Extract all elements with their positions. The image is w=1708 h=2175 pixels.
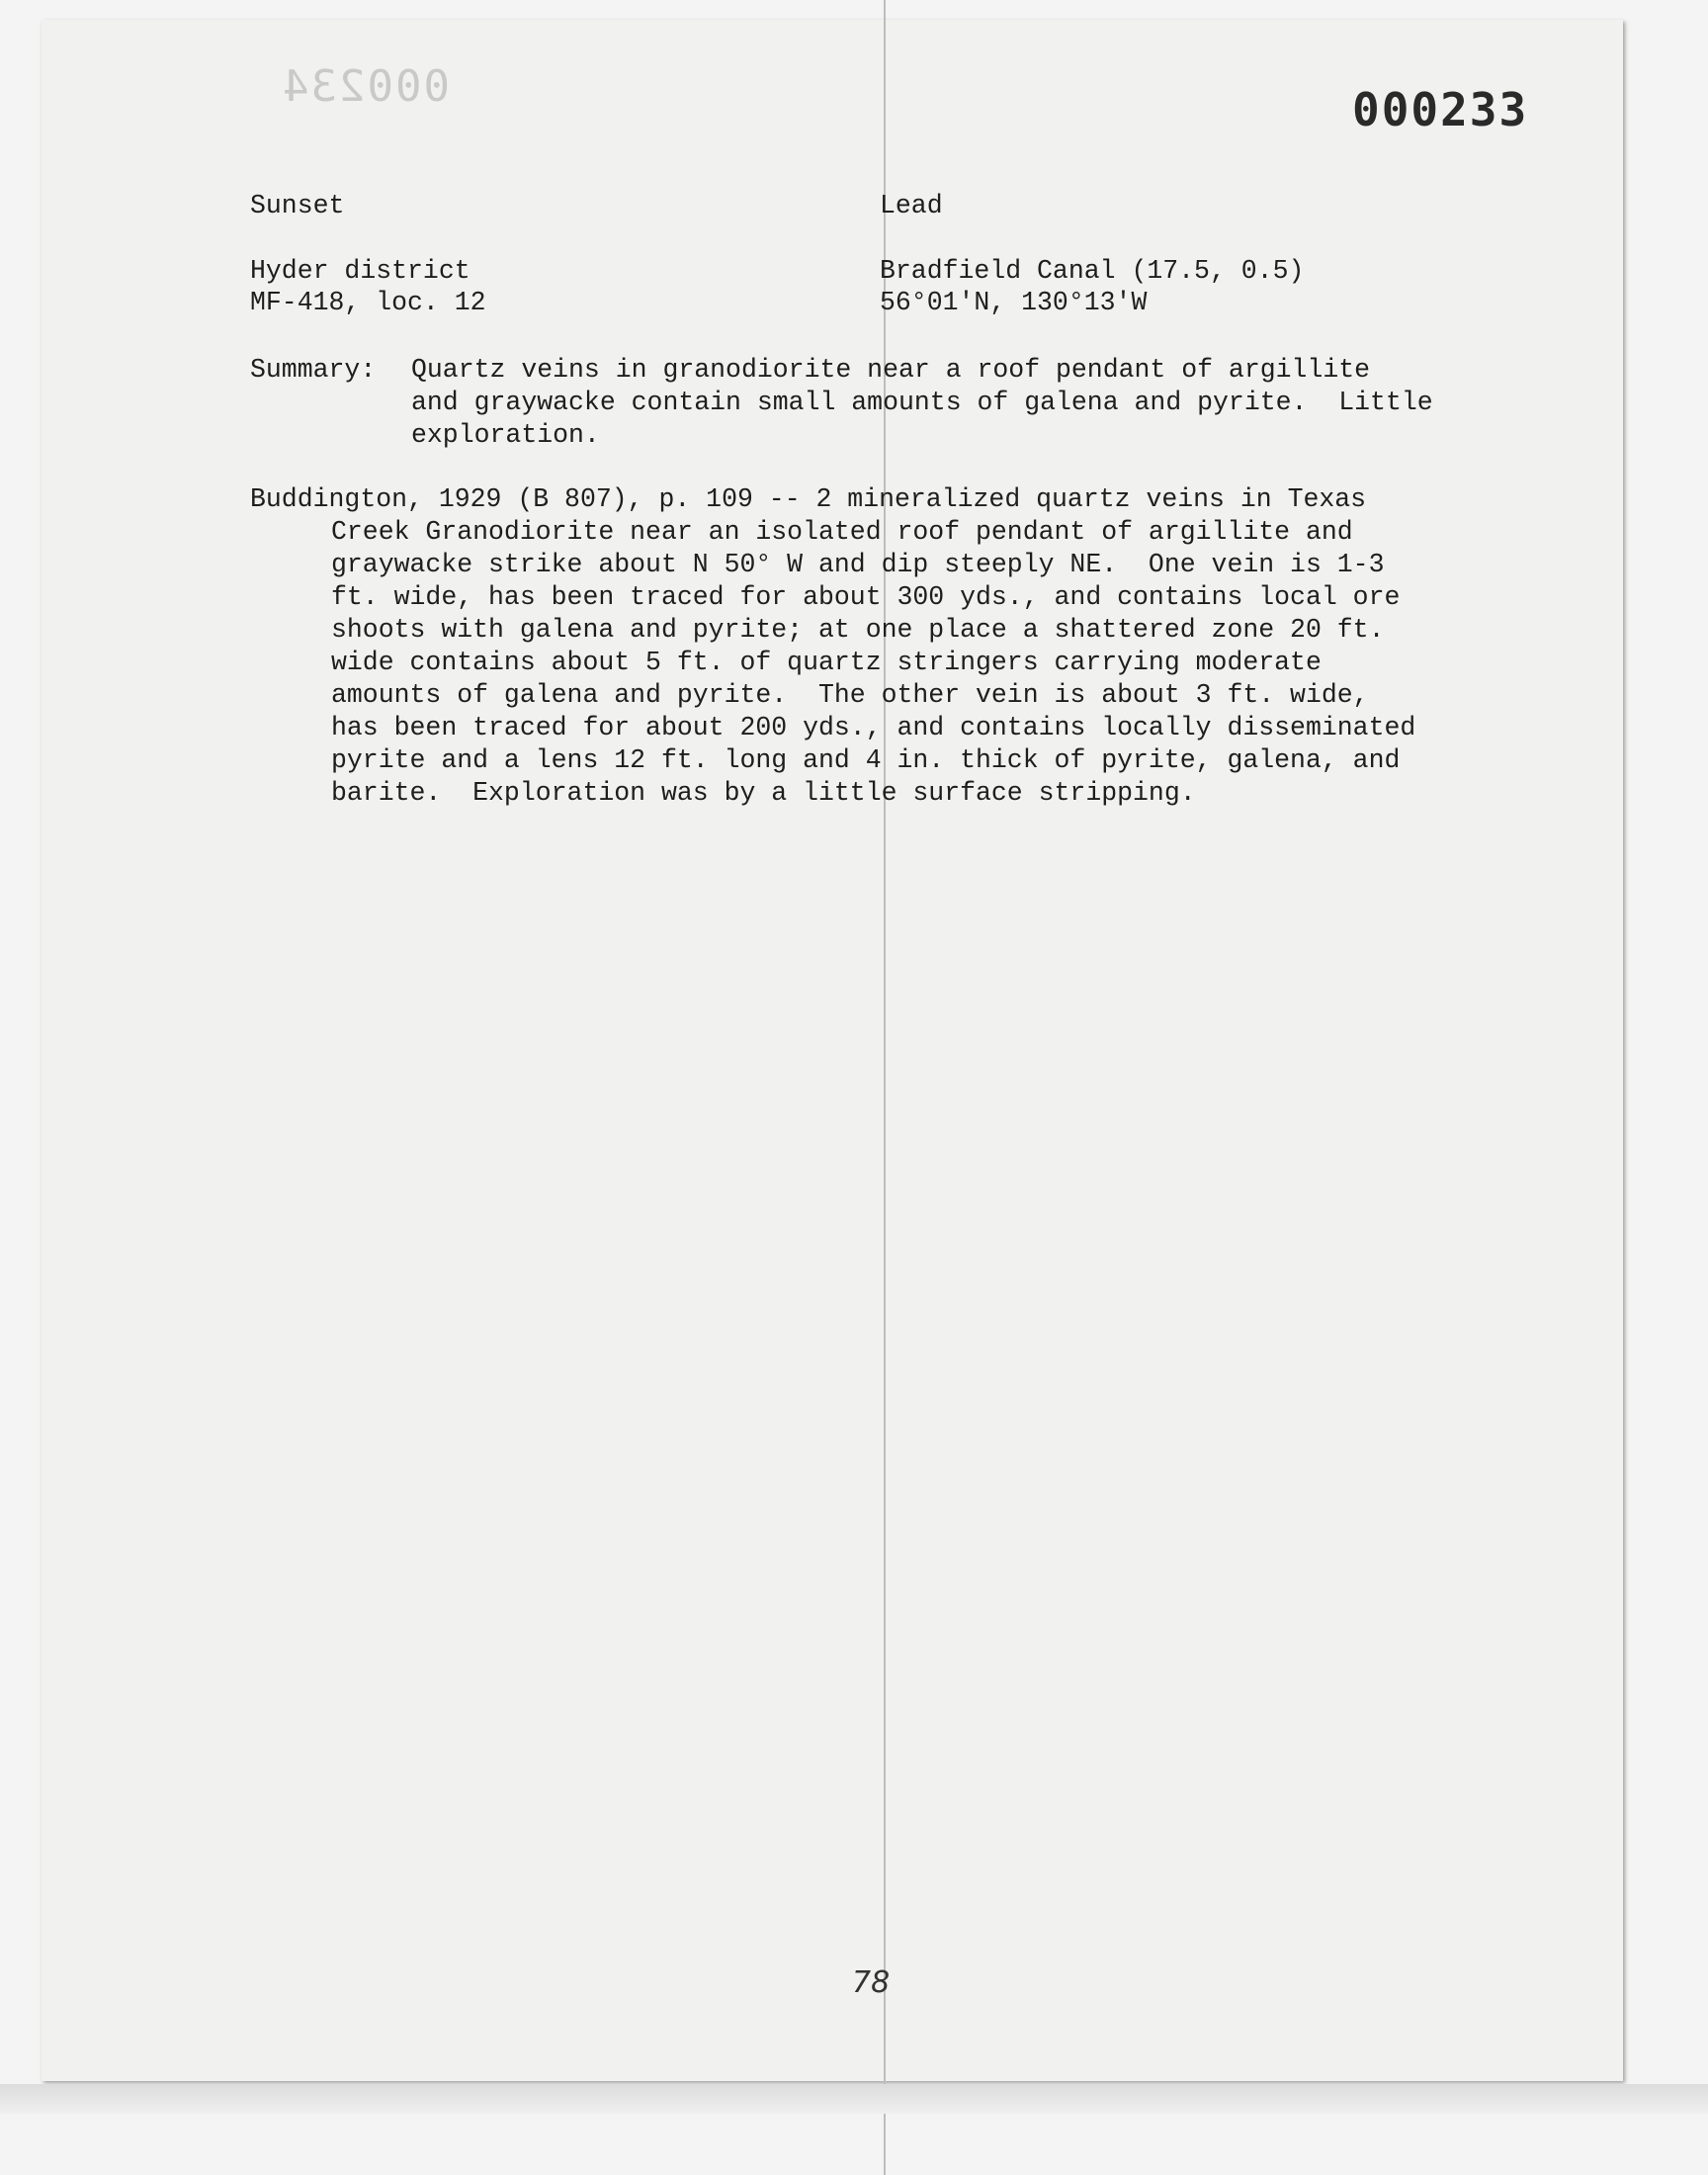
summary-line: Quartz veins in granodiorite near a roof pendant of argillite bbox=[411, 355, 1371, 385]
reference-line: ft. wide, has been traced for about 300 yds., and contains local ore bbox=[331, 582, 1401, 612]
bleed-through-number: 000234 bbox=[281, 61, 450, 112]
district: Hyder district bbox=[250, 256, 470, 286]
page-number: 78 bbox=[852, 1965, 891, 2000]
summary-line: exploration. bbox=[411, 420, 600, 450]
quadrangle: Bradfield Canal (17.5, 0.5) bbox=[880, 256, 1305, 286]
reference-first-line: Buddington, 1929 (B 807), p. 109 -- 2 mineralized quartz veins in Texas bbox=[250, 484, 1367, 514]
map-reference: MF-418, loc. 12 bbox=[250, 288, 486, 317]
reference-line: wide contains about 5 ft. of quartz stringers carrying moderate bbox=[331, 648, 1322, 677]
reference-line: graywacke strike about N 50° W and dip steeply NE. One vein is 1-3 bbox=[331, 550, 1385, 579]
coordinates: 56°01'N, 130°13'W bbox=[880, 288, 1148, 317]
commodity: Lead bbox=[880, 191, 943, 220]
summary-label: Summary: bbox=[250, 355, 377, 385]
paper-sheet bbox=[42, 20, 1623, 2081]
scanner-edge bbox=[0, 2084, 1708, 2114]
reference-line: shoots with galena and pyrite; at one place a shattered zone 20 ft. bbox=[331, 615, 1385, 645]
fold-line bbox=[884, 0, 886, 2175]
reference-line: pyrite and a lens 12 ft. long and 4 in. thick of pyrite, galena, and bbox=[331, 745, 1401, 775]
reference-line: Creek Granodiorite near an isolated roof pendant of argillite and bbox=[331, 517, 1353, 547]
reference-line: amounts of galena and pyrite. The other vein is about 3 ft. wide, bbox=[331, 680, 1369, 710]
deposit-name: Sunset bbox=[250, 191, 345, 220]
summary-line: and graywacke contain small amounts of galena and pyrite. Little bbox=[411, 388, 1433, 417]
document-number: 000233 bbox=[1352, 83, 1529, 136]
reference-line: barite. Exploration was by a little surface stripping. bbox=[331, 778, 1196, 808]
reference-line: has been traced for about 200 yds., and contains locally disseminated bbox=[331, 713, 1416, 742]
